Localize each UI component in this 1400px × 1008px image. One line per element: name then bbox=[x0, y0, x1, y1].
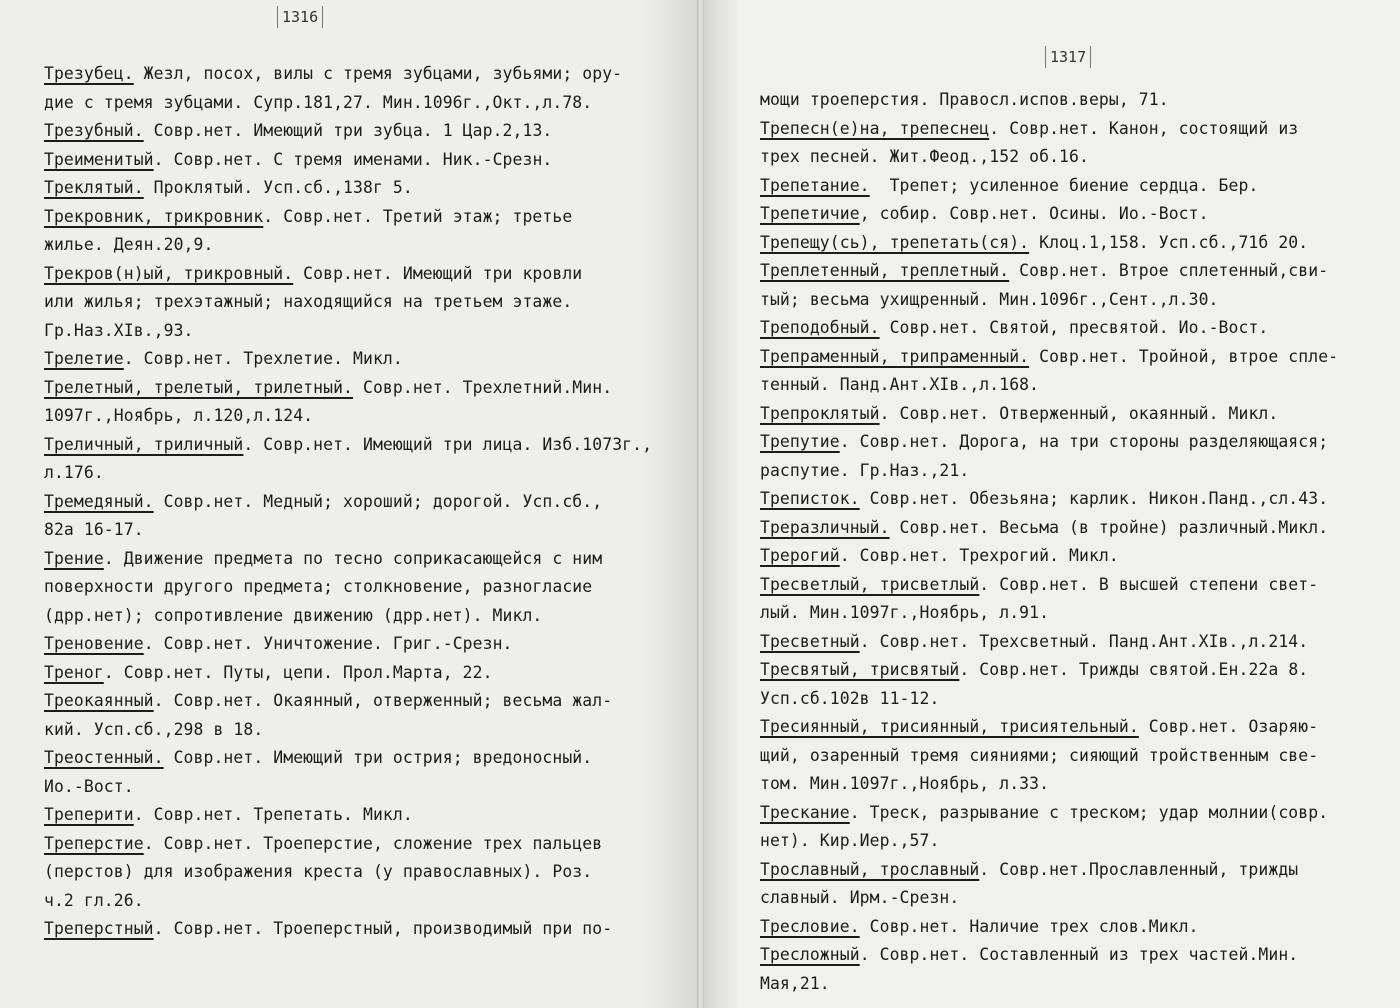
entry-text: . Треск, разрывание с треском; удар молнии(совр. bbox=[849, 802, 1329, 822]
entry-text: Совр.нет. Тройной, втрое спле- bbox=[1029, 346, 1339, 366]
dictionary-line bbox=[44, 716, 652, 745]
entry-text: нет). Кир.Иер.,57. bbox=[760, 831, 940, 850]
dictionary-line bbox=[44, 374, 652, 403]
dictionary-line bbox=[760, 457, 1338, 486]
dictionary-line bbox=[760, 428, 1338, 457]
left-page-entries bbox=[44, 60, 652, 944]
entry-headword: Трерогий bbox=[760, 546, 840, 565]
entry-text: . Совр.нет. Трижды святой.Ен.22а 8. bbox=[959, 660, 1309, 679]
dictionary-line bbox=[760, 286, 1338, 315]
dictionary-line bbox=[44, 459, 652, 488]
dictionary-line bbox=[760, 827, 1338, 856]
left-page bbox=[0, 0, 698, 1008]
dictionary-line bbox=[760, 143, 1338, 172]
dictionary-line bbox=[760, 685, 1338, 714]
entry-headword: Треклятый. bbox=[44, 178, 144, 197]
dictionary-line bbox=[760, 172, 1338, 201]
entry-text: . Совр.нет. С тремя именами. Ник.-Срезн. bbox=[153, 149, 553, 169]
dictionary-line bbox=[44, 260, 652, 289]
entry-headword: Трекров(н)ый, трикровный. bbox=[44, 263, 294, 283]
dictionary-line bbox=[760, 799, 1338, 828]
right-page-entries bbox=[760, 86, 1338, 998]
dictionary-line bbox=[44, 801, 652, 830]
entry-text: Мая,21. bbox=[760, 973, 830, 993]
dictionary-line bbox=[44, 317, 652, 346]
dictionary-line bbox=[44, 146, 652, 175]
dictionary-line bbox=[44, 345, 652, 374]
entry-text: кий. Усп.сб.,298 в 18. bbox=[44, 719, 264, 739]
entry-headword: Треличный, триличный bbox=[44, 434, 244, 454]
entry-text: тенный. Панд.Ант.XIв.,л.168. bbox=[760, 375, 1040, 394]
dictionary-line bbox=[760, 86, 1338, 115]
entry-text: Совр.нет. Озаряю- bbox=[1138, 717, 1319, 736]
entry-headword: Треперстие bbox=[44, 833, 144, 853]
dictionary-line bbox=[760, 856, 1338, 885]
entry-headword: Треостенный. bbox=[44, 748, 164, 767]
dictionary-line bbox=[760, 656, 1338, 685]
dictionary-line bbox=[760, 400, 1338, 429]
entry-text: ч.2 гл.26. bbox=[44, 890, 144, 910]
entry-text: трех песней. Жит.Феод.,152 об.16. bbox=[760, 147, 1089, 166]
entry-headword: Треокаянный bbox=[44, 691, 154, 710]
entry-headword: Треновение bbox=[44, 634, 144, 653]
entry-text: поверхности другого предмета; столкновение, разногласие bbox=[44, 577, 593, 596]
entry-text: Жезл, посох, вилы с тремя зубцами, зубьями; ору- bbox=[133, 64, 623, 83]
dictionary-line bbox=[44, 659, 652, 688]
dictionary-line bbox=[44, 231, 652, 260]
entry-text: Совр.нет. Обезьяна; карлик. Никон.Панд.,сл.43. bbox=[859, 489, 1329, 508]
dictionary-line bbox=[44, 402, 652, 431]
entry-text: Трепет; усиленное биение сердца. Бер. bbox=[869, 175, 1259, 195]
entry-text: . Совр.нет. Троеперстный, производимый при по- bbox=[153, 919, 613, 938]
entry-text: . Совр.нет. Окаянный, отверженный; весьма жал- bbox=[153, 691, 613, 710]
entry-headword: Треименитый bbox=[44, 149, 154, 169]
entry-headword: Треплетенный, треплетный. bbox=[760, 261, 1010, 280]
entry-text: . Совр.нет. Трехрогий. Микл. bbox=[839, 546, 1119, 565]
dictionary-line bbox=[44, 174, 652, 203]
dictionary-line bbox=[44, 516, 652, 545]
entry-text: Совр.нет. Имеющий три кровли bbox=[293, 263, 583, 283]
entry-headword: Трепесн(е)на, трепеснец bbox=[760, 118, 990, 138]
entry-headword: Трепетичие bbox=[760, 204, 860, 223]
dictionary-line bbox=[760, 742, 1338, 771]
dictionary-line bbox=[44, 117, 652, 146]
entry-headword: Трославный, трославный bbox=[760, 859, 980, 879]
entry-text: (перстов) для изображения креста (у православных). Роз. bbox=[44, 862, 593, 881]
entry-headword: Тресветный bbox=[760, 631, 860, 651]
entry-headword: Треподобный. bbox=[760, 318, 880, 337]
entry-text: . Совр.нет. Отверженный, окаянный. Микл. bbox=[879, 403, 1279, 423]
entry-text: Ио.-Вост. bbox=[44, 776, 134, 796]
dictionary-line bbox=[44, 830, 652, 859]
dictionary-line bbox=[44, 89, 652, 118]
dictionary-line bbox=[44, 887, 652, 916]
entry-headword: Тресветлый, трисветлый bbox=[760, 574, 980, 594]
dictionary-line bbox=[44, 744, 652, 773]
entry-headword: Тресложный bbox=[760, 945, 860, 964]
dictionary-line bbox=[44, 545, 652, 574]
entry-text: , собир. Совр.нет. Осины. Ио.-Вост. bbox=[859, 204, 1209, 223]
entry-text: л.176. bbox=[44, 463, 104, 482]
entry-headword: Тресловие. bbox=[760, 916, 860, 936]
entry-text: 82а 16-17. bbox=[44, 520, 144, 539]
entry-headword: Трепроклятый bbox=[760, 403, 880, 423]
right-page bbox=[704, 0, 1400, 1008]
dictionary-line bbox=[760, 200, 1338, 229]
entry-text: Совр.нет. Медный; хороший; дорогой. Усп.сб., bbox=[153, 491, 603, 511]
entry-headword: Тресвятый, трисвятый bbox=[760, 660, 960, 679]
entry-text: 1097г.,Ноябрь, л.120,л.124. bbox=[44, 406, 314, 425]
entry-headword: Трепещу(сь), трепетать(ся). bbox=[760, 232, 1030, 252]
entry-text: . Совр.нет. Трехсветный. Панд.Ант.XIв.,л.214. bbox=[859, 631, 1309, 651]
dictionary-line bbox=[760, 770, 1338, 799]
entry-text: Совр.нет. Святой, пресвятой. Ио.-Вост. bbox=[879, 318, 1269, 337]
dictionary-line bbox=[44, 203, 652, 232]
entry-text: дие с тремя зубцами. Супр.181,27. Мин.1096г.,Окт.,л.78. bbox=[44, 92, 593, 112]
entry-text: тый; весьма ухищренный. Мин.1096г.,Сент.,л.30. bbox=[760, 289, 1219, 309]
entry-text: Гр.Наз.XIв.,93. bbox=[44, 320, 194, 340]
entry-text: . Совр.нет. Канон, состоящий из bbox=[989, 118, 1299, 138]
dictionary-line bbox=[760, 314, 1338, 343]
dictionary-line bbox=[44, 858, 652, 887]
entry-text: Совр.нет. Имеющий три острия; вредоносный. bbox=[163, 748, 593, 767]
entry-headword: Трекровник, трикровник bbox=[44, 206, 264, 226]
entry-headword: Трение bbox=[44, 548, 104, 568]
dictionary-line bbox=[44, 60, 652, 89]
dictionary-line bbox=[760, 628, 1338, 657]
entry-text: том. Мин.1097г.,Ноябрь, л.33. bbox=[760, 774, 1050, 793]
dictionary-line bbox=[760, 571, 1338, 600]
entry-headword: Треразличный. bbox=[760, 517, 890, 537]
dictionary-line bbox=[760, 913, 1338, 942]
entry-headword: Трепраменный, трипраменный. bbox=[760, 346, 1030, 366]
entry-text: . Совр.нет. Составленный из трех частей.Мин. bbox=[859, 945, 1299, 964]
entry-text: . Совр.нет. Третий этаж; третье bbox=[263, 206, 573, 226]
entry-headword: Треперити bbox=[44, 805, 134, 824]
entry-text: щий, озаренный тремя сияниями; сияющий тройственным све- bbox=[760, 745, 1319, 765]
dictionary-line bbox=[760, 115, 1338, 144]
dictionary-line bbox=[760, 941, 1338, 970]
entry-text: славный. Ирм.-Срезн. bbox=[760, 888, 960, 907]
dictionary-line bbox=[760, 257, 1338, 286]
entry-headword: Трелетный, трелетый, трилетный. bbox=[44, 377, 354, 397]
entry-headword: Тремедяный. bbox=[44, 491, 154, 511]
dictionary-line bbox=[44, 288, 652, 317]
entry-text: . Совр.нет. Трехлетие. Микл. bbox=[123, 349, 403, 368]
entry-text: . Совр.нет. Имеющий три лица. Изб.1073г., bbox=[243, 434, 653, 454]
entry-text: мощи троеперстия. Правосл.испов.веры, 71. bbox=[760, 90, 1169, 109]
entry-text: (дрр.нет); сопротивление движению (дрр.нет). Микл. bbox=[44, 605, 543, 625]
dictionary-line bbox=[44, 773, 652, 802]
dictionary-line bbox=[760, 884, 1338, 913]
entry-headword: Трепутие bbox=[760, 432, 840, 451]
entry-text: Совр.нет. Трехлетний.Мин. bbox=[353, 377, 613, 397]
dictionary-line bbox=[760, 599, 1338, 628]
entry-text: Совр.нет. Втрое сплетенный,сви- bbox=[1009, 261, 1329, 280]
dictionary-line bbox=[44, 687, 652, 716]
entry-text: . Движение предмета по тесно соприкасающейся с ним bbox=[103, 548, 603, 568]
entry-text: жилье. Деян.20,9. bbox=[44, 235, 214, 254]
entry-text: . Совр.нет. Трепетать. Микл. bbox=[133, 805, 413, 824]
entry-text: лый. Мин.1097г.,Ноябрь, л.91. bbox=[760, 603, 1050, 622]
entry-headword: Трелетие bbox=[44, 349, 124, 368]
entry-headword: Трезубец. bbox=[44, 64, 134, 83]
dictionary-line bbox=[760, 542, 1338, 571]
entry-text: . Совр.нет.Прославленный, трижды bbox=[979, 859, 1299, 879]
entry-headword: Трескание bbox=[760, 802, 850, 822]
entry-text: Проклятый. Усп.сб.,138г 5. bbox=[143, 178, 413, 197]
dictionary-line bbox=[760, 485, 1338, 514]
dictionary-line bbox=[44, 915, 652, 944]
entry-headword: Трезубный. bbox=[44, 121, 144, 140]
entry-text: распутие. Гр.Наз.,21. bbox=[760, 460, 970, 480]
dictionary-line bbox=[44, 573, 652, 602]
page-number-left: 1316 bbox=[277, 6, 323, 28]
entry-text: . Совр.нет. Уничтожение. Григ.-Срезн. bbox=[143, 634, 513, 653]
entry-text: Клоц.1,158. Усп.сб.,71б 20. bbox=[1029, 232, 1309, 252]
entry-headword: Треперстный bbox=[44, 919, 154, 938]
dictionary-line bbox=[760, 514, 1338, 543]
dictionary-line bbox=[44, 431, 652, 460]
dictionary-line bbox=[760, 343, 1338, 372]
dictionary-line bbox=[760, 970, 1338, 999]
entry-headword: Треписток. bbox=[760, 489, 860, 508]
entry-text: Усп.сб.102в 11-12. bbox=[760, 688, 940, 708]
entry-headword: Тресиянный, трисиянный, трисиятельный. bbox=[760, 717, 1139, 736]
dictionary-line bbox=[760, 229, 1338, 258]
page-number-right: 1317 bbox=[1045, 46, 1091, 68]
entry-text: Совр.нет. Имеющий три зубца. 1 Цар.2,13. bbox=[143, 121, 553, 140]
dictionary-line bbox=[44, 602, 652, 631]
dictionary-line bbox=[44, 630, 652, 659]
entry-text: . Совр.нет. Троеперстие, сложение трех пальцев bbox=[143, 833, 603, 853]
dictionary-line bbox=[760, 713, 1338, 742]
entry-headword: Треног bbox=[44, 662, 104, 682]
entry-text: . Совр.нет. Путы, цепи. Прол.Марта, 22. bbox=[103, 662, 493, 682]
entry-text: или жилья; трехэтажный; находящийся на третьем этаже. bbox=[44, 292, 573, 311]
entry-headword: Трепетание. bbox=[760, 175, 870, 195]
entry-text: . Совр.нет. Дорога, на три стороны разделяющаяся; bbox=[839, 432, 1329, 451]
dictionary-line bbox=[44, 488, 652, 517]
entry-text: . Совр.нет. В высшей степени свет- bbox=[979, 574, 1319, 594]
entry-text: Совр.нет. Весьма (в тройне) различный.Микл. bbox=[889, 517, 1329, 537]
dictionary-line bbox=[760, 371, 1338, 400]
entry-text: Совр.нет. Наличие трех слов.Микл. bbox=[859, 916, 1199, 936]
